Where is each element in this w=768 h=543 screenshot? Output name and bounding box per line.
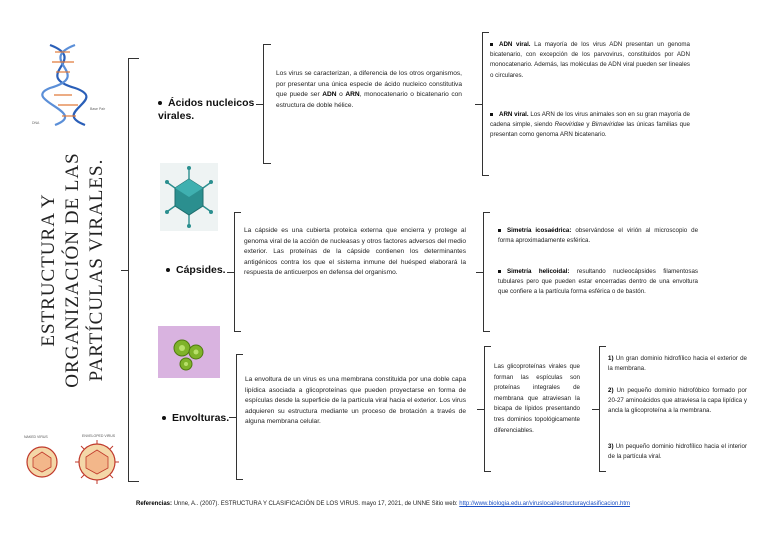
bracket-acidos (263, 44, 271, 164)
square-bullet-icon (498, 229, 501, 232)
reference-text: Unne, A.. (2007). ESTRUCTURA Y CLASIFICACIÓN DE LOS VIRUS. mayo 17, 2021, de UNNE Sitio web: (172, 501, 460, 507)
title-line-3: PARTÍCULAS VIRALES. (86, 158, 107, 382)
bracket-capsides (234, 212, 241, 332)
envolturas-subtext: Las glicoproteínas virales que forman las espículas son proteínas integrales de membrana que atraviesan la bicapa de lípidos presentando tres dominios topológicamente diferenciables. (494, 363, 580, 434)
svg-text:NAKED VIRUS: NAKED VIRUS (24, 435, 48, 439)
capsides-item-icosaedrica: Simetría icosaédrica: observándose el virión al microscopio de forma aproximadamente esférica. (498, 227, 699, 245)
title-line-2: ORGANIZACIÓN DE LAS (62, 152, 83, 388)
reference-link[interactable]: http://www.biologia.edu.ar/viruslocal/estructurayclasificacion.htm (459, 501, 631, 507)
envolturas-item-1: 1) Un gran dominio hidrofílico hacia el exterior de la membrana. (608, 355, 747, 373)
envolturas-item-3: 3) Un pequeño dominio hidrofílico hacia el interior de la partícula viral. (608, 443, 747, 461)
envelope-virus-diagram (22, 432, 132, 487)
capsides-description: La cápside es una cubierta proteica externa que encierra y protege al genoma viral de la acción de nucleasas y otros factores adversos del medio exterior. Las proteínas de la cápside contienen los determinantes antigénicos contra los que el sistema inmune del huésped elaborará la respuesta de anticuerpos en defensa del organismo. (244, 227, 466, 277)
svg-text:ENVELOPED VIRUS: ENVELOPED VIRUS (82, 434, 116, 438)
bracket-acidos-items (482, 32, 489, 176)
bracket-envolturas-items (599, 346, 606, 472)
virus-micrograph-image (158, 326, 220, 378)
capsides-item-helicoidal: Simetría helicoidal: resultando nucleocápsides filamentosas tubulares pero que pueden estar encerradas dentro de una envoltura que confiere a la partícula forma esférica o de bastón. (498, 268, 698, 296)
bracket-envolturas (236, 354, 243, 480)
section-title-envolturas: Envolturas. (162, 412, 252, 425)
acidos-description: Los virus se caracterizan, a diferencia de los otros organismos, por presentar una única especie de ácido nucleico constitutiva que puede ser ADN o ARN, monocatenario o bicatenario con estructura de doble hélice. (276, 70, 462, 109)
vertical-main-title (4, 140, 164, 400)
title-line-1: ESTRUCTURA Y (38, 193, 59, 347)
square-bullet-icon (490, 113, 493, 116)
capsid-image (160, 163, 218, 231)
square-bullet-icon (490, 43, 493, 46)
section-title-capsides: Cápsides. (166, 264, 246, 277)
acidos-item-arn: ARN viral. Los ARN de los virus animales son en su gran mayoría de cadena simple, siendo Reoviridae y Birnaviridae las únicas familias que presentan como genoma ARN bicatenario. (490, 111, 690, 139)
acidos-item-adn: ADN viral. La mayoría de los virus ADN presentan un genoma bicatenario, con excepción de los parvovirus, constituidos por ADN monocatenario. Además, las moléculas de ADN viral pueden ser lineales o circulares. (490, 41, 690, 79)
square-bullet-icon (498, 270, 501, 273)
svg-text:Base Pair: Base Pair (90, 107, 106, 111)
reference-line (136, 501, 630, 507)
envolturas-description: La envoltura de un virus es una membrana constituida por una doble capa lipídica asociada a glicoproteínas que pueden proyectarse en forma de espículas desde la superficie de la partícula viral hacia el exterior. Los virus adquieren su estructura mediante un proceso de brotación a través de alguna membrana celular. (245, 376, 466, 426)
svg-text:DNA: DNA (32, 121, 40, 125)
bracket-envolturas-sub (484, 346, 491, 472)
dna-helix-image (30, 40, 120, 128)
reference-label: Referencias: (136, 501, 173, 507)
bullet-icon (158, 101, 162, 105)
section-title-acidos: Ácidos nucleicos virales. (158, 97, 255, 122)
envolturas-item-2: 2) Un pequeño dominio hidrofóbico formado por 20-27 aminoácidos que atraviesa la capa lipídica y ancla la glicoproteína a la membrana. (608, 387, 747, 415)
bullet-icon (166, 268, 170, 272)
bullet-icon (162, 416, 166, 420)
main-bracket (128, 58, 139, 482)
bracket-capsides-items (483, 212, 490, 332)
